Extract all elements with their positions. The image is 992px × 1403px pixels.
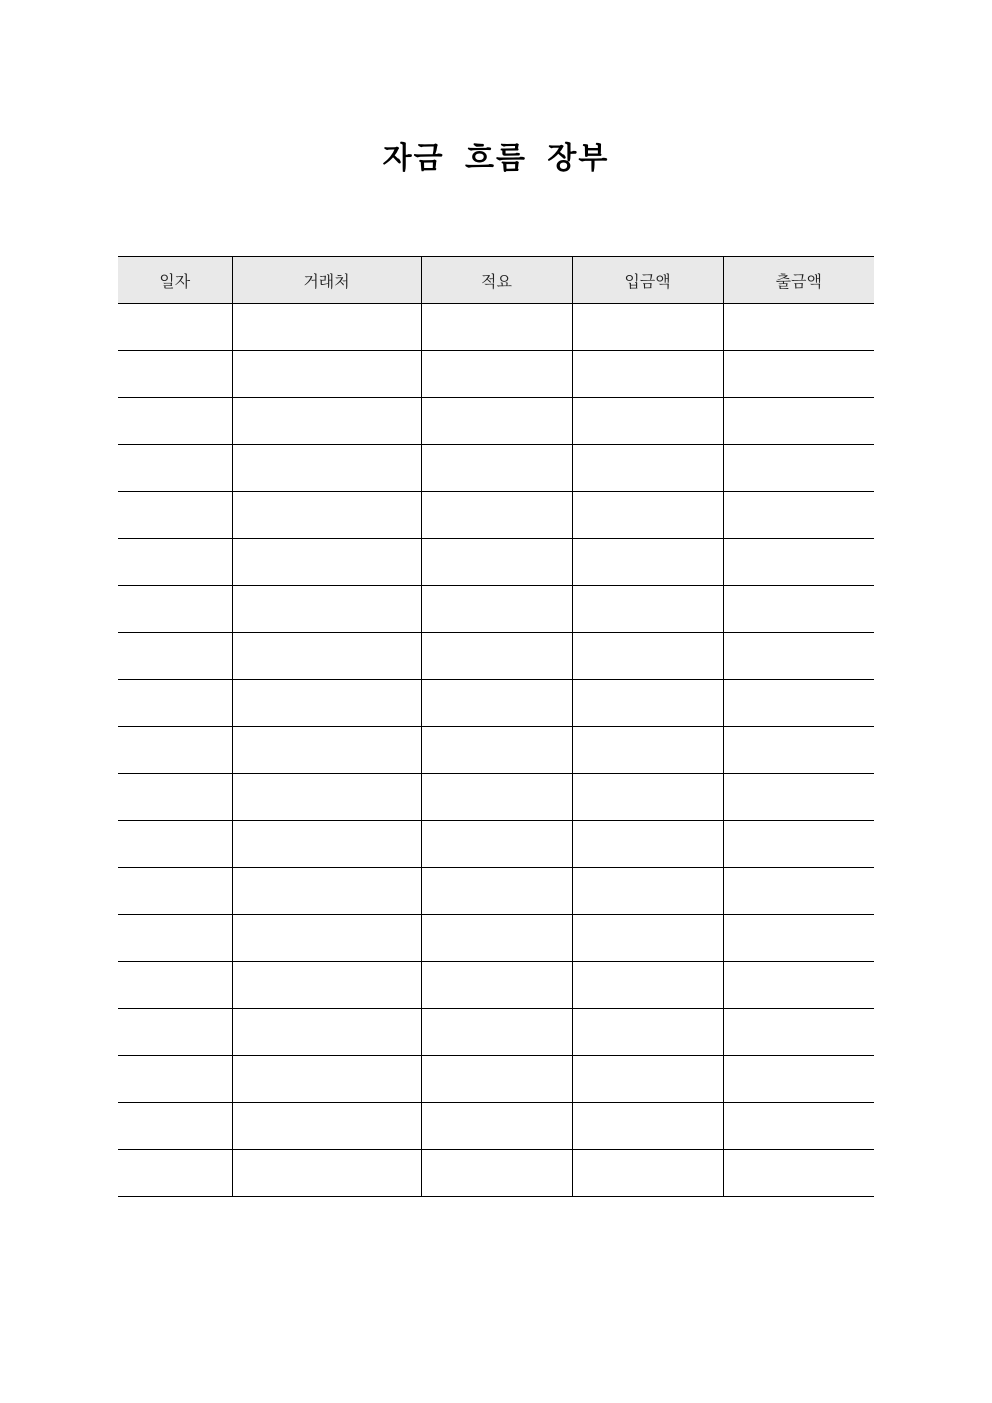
cell-description[interactable] — [421, 1150, 572, 1197]
table-row — [118, 1009, 874, 1056]
cell-date[interactable] — [118, 1103, 232, 1150]
header-description: 적요 — [421, 257, 572, 304]
cell-description[interactable] — [421, 962, 572, 1009]
cell-withdrawal[interactable] — [723, 680, 874, 727]
table-row — [118, 586, 874, 633]
cell-counterparty[interactable] — [232, 680, 421, 727]
cell-counterparty[interactable] — [232, 539, 421, 586]
cell-description[interactable] — [421, 633, 572, 680]
cell-description[interactable] — [421, 304, 572, 351]
cell-description[interactable] — [421, 1009, 572, 1056]
cell-date[interactable] — [118, 962, 232, 1009]
cell-deposit[interactable] — [572, 962, 723, 1009]
page-title: 자금 흐름 장부 — [382, 141, 610, 176]
cell-deposit[interactable] — [572, 633, 723, 680]
cell-date[interactable] — [118, 633, 232, 680]
cell-withdrawal[interactable] — [723, 915, 874, 962]
table-row — [118, 445, 874, 492]
header-counterparty: 거래처 — [232, 257, 421, 304]
cell-deposit[interactable] — [572, 351, 723, 398]
cell-counterparty[interactable] — [232, 774, 421, 821]
cell-deposit[interactable] — [572, 304, 723, 351]
cell-withdrawal[interactable] — [723, 962, 874, 1009]
cell-withdrawal[interactable] — [723, 774, 874, 821]
cell-counterparty[interactable] — [232, 1150, 421, 1197]
cell-withdrawal[interactable] — [723, 445, 874, 492]
table-body — [118, 304, 874, 1197]
cell-description[interactable] — [421, 445, 572, 492]
cell-deposit[interactable] — [572, 727, 723, 774]
cell-deposit[interactable] — [572, 492, 723, 539]
cell-withdrawal[interactable] — [723, 1009, 874, 1056]
table-row — [118, 633, 874, 680]
table-row — [118, 915, 874, 962]
cell-counterparty[interactable] — [232, 586, 421, 633]
cell-counterparty[interactable] — [232, 445, 421, 492]
cell-counterparty[interactable] — [232, 304, 421, 351]
cell-counterparty[interactable] — [232, 727, 421, 774]
header-date: 일자 — [118, 257, 232, 304]
cell-counterparty[interactable] — [232, 398, 421, 445]
cell-withdrawal[interactable] — [723, 304, 874, 351]
cell-date[interactable] — [118, 774, 232, 821]
cell-date[interactable] — [118, 821, 232, 868]
cell-description[interactable] — [421, 680, 572, 727]
cell-date[interactable] — [118, 1009, 232, 1056]
cell-deposit[interactable] — [572, 1009, 723, 1056]
cell-deposit[interactable] — [572, 445, 723, 492]
cell-deposit[interactable] — [572, 915, 723, 962]
cell-counterparty[interactable] — [232, 1009, 421, 1056]
table-row — [118, 398, 874, 445]
table-row — [118, 774, 874, 821]
cell-deposit[interactable] — [572, 774, 723, 821]
header-withdrawal: 출금액 — [723, 257, 874, 304]
cell-date[interactable] — [118, 492, 232, 539]
table-row — [118, 1150, 874, 1197]
cell-description[interactable] — [421, 868, 572, 915]
cell-date[interactable] — [118, 445, 232, 492]
cell-date[interactable] — [118, 398, 232, 445]
cell-date[interactable] — [118, 539, 232, 586]
cell-counterparty[interactable] — [232, 915, 421, 962]
cell-withdrawal[interactable] — [723, 633, 874, 680]
table-row — [118, 1056, 874, 1103]
cell-withdrawal[interactable] — [723, 586, 874, 633]
cell-deposit[interactable] — [572, 680, 723, 727]
cell-date[interactable] — [118, 915, 232, 962]
cell-deposit[interactable] — [572, 1103, 723, 1150]
cash-flow-ledger-table — [118, 256, 874, 1197]
table-row — [118, 680, 874, 727]
cell-withdrawal[interactable] — [723, 727, 874, 774]
cell-deposit[interactable] — [572, 868, 723, 915]
cell-counterparty[interactable] — [232, 821, 421, 868]
cell-date[interactable] — [118, 586, 232, 633]
cell-date[interactable] — [118, 351, 232, 398]
cell-date[interactable] — [118, 680, 232, 727]
cell-counterparty[interactable] — [232, 868, 421, 915]
cell-deposit[interactable] — [572, 1056, 723, 1103]
cell-counterparty[interactable] — [232, 492, 421, 539]
cell-description[interactable] — [421, 1056, 572, 1103]
cell-counterparty[interactable] — [232, 962, 421, 1009]
cell-withdrawal[interactable] — [723, 1150, 874, 1197]
cell-withdrawal[interactable] — [723, 821, 874, 868]
table-row — [118, 539, 874, 586]
cell-date[interactable] — [118, 868, 232, 915]
cell-date[interactable] — [118, 727, 232, 774]
cell-withdrawal[interactable] — [723, 868, 874, 915]
table-row — [118, 1103, 874, 1150]
cell-deposit[interactable] — [572, 821, 723, 868]
cell-description[interactable] — [421, 915, 572, 962]
cell-withdrawal[interactable] — [723, 1103, 874, 1150]
cell-counterparty[interactable] — [232, 1103, 421, 1150]
table-row — [118, 962, 874, 1009]
cell-date[interactable] — [118, 1056, 232, 1103]
cell-withdrawal[interactable] — [723, 539, 874, 586]
cell-description[interactable] — [421, 539, 572, 586]
cell-description[interactable] — [421, 351, 572, 398]
cell-date[interactable] — [118, 304, 232, 351]
cell-counterparty[interactable] — [232, 633, 421, 680]
cell-description[interactable] — [421, 398, 572, 445]
cell-description[interactable] — [421, 1103, 572, 1150]
table-row — [118, 727, 874, 774]
table-row — [118, 351, 874, 398]
cell-withdrawal[interactable] — [723, 351, 874, 398]
cell-counterparty[interactable] — [232, 1056, 421, 1103]
cell-counterparty[interactable] — [232, 351, 421, 398]
cell-date[interactable] — [118, 1150, 232, 1197]
cell-deposit[interactable] — [572, 1150, 723, 1197]
cell-description[interactable] — [421, 821, 572, 868]
cell-description[interactable] — [421, 774, 572, 821]
table-row — [118, 304, 874, 351]
cell-deposit[interactable] — [572, 586, 723, 633]
cell-description[interactable] — [421, 727, 572, 774]
table-row — [118, 868, 874, 915]
cell-deposit[interactable] — [572, 398, 723, 445]
header-deposit: 입금액 — [572, 257, 723, 304]
cell-withdrawal[interactable] — [723, 398, 874, 445]
cell-description[interactable] — [421, 586, 572, 633]
table-header-row — [118, 257, 874, 304]
table-row — [118, 821, 874, 868]
table-row — [118, 492, 874, 539]
cell-withdrawal[interactable] — [723, 1056, 874, 1103]
cell-deposit[interactable] — [572, 539, 723, 586]
cell-description[interactable] — [421, 492, 572, 539]
cell-withdrawal[interactable] — [723, 492, 874, 539]
